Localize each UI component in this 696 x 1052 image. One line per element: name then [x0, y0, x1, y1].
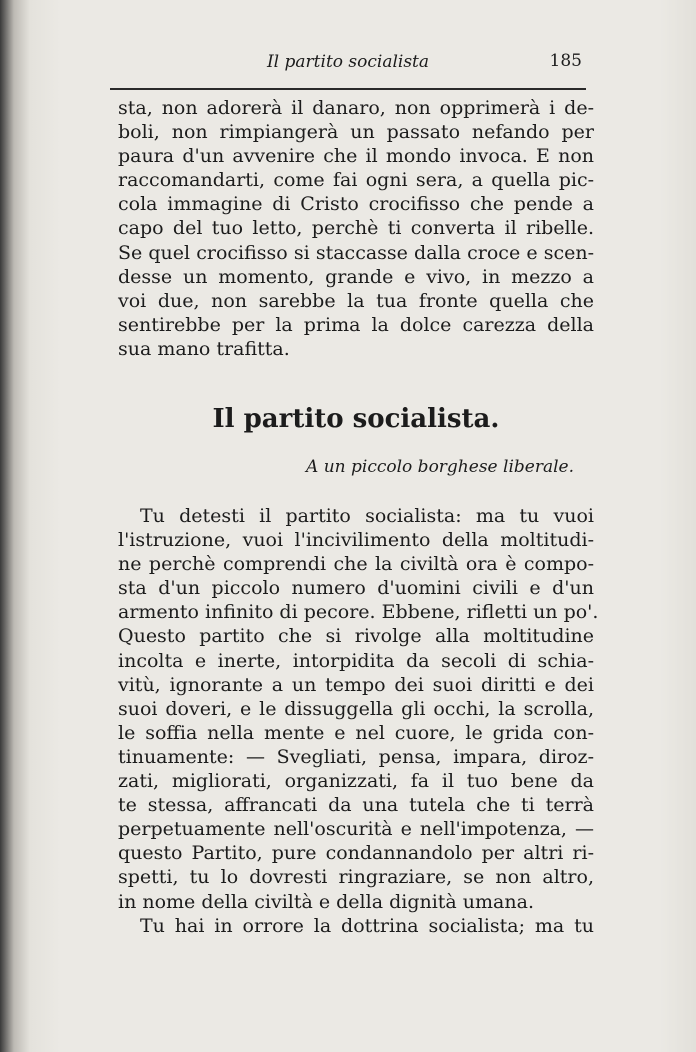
- text-line: in nome della civiltà e della dignità umana.: [118, 890, 534, 913]
- text-line: paura d'un avvenire che il mondo invoca. E non: [118, 145, 594, 168]
- text-line: sua mano trafitta.: [118, 337, 290, 360]
- page-number: 185: [549, 51, 582, 71]
- text-line: capo del tuo letto, perchè ti converta il ribelle.: [118, 217, 594, 240]
- text-line: tinuamente: — Svegliati, pensa, impara, diroz-: [118, 745, 594, 768]
- text-line: questo Partito, pure condannandolo per altri ri-: [118, 842, 594, 865]
- text-line: te stessa, affrancati da una tutela che ti terrà: [118, 794, 594, 817]
- text-line: raccomandarti, come fai ogni sera, a quella pic-: [118, 169, 594, 192]
- paragraph-continuation: [118, 96, 594, 361]
- text-line: voi due, non sarebbe la tua fronte quella che: [118, 289, 594, 312]
- text-line: sta d'un piccolo numero d'uomini civili e d'un: [118, 577, 594, 600]
- text-line: spetti, tu lo dovresti ringraziare, se non altro,: [118, 866, 594, 889]
- paragraph-main: [118, 504, 599, 938]
- dedication: A un piccolo borghese liberale.: [306, 457, 574, 477]
- text-line: cola immagine di Cristo crocifisso che pende a: [118, 193, 594, 216]
- text-line: sentirebbe per la prima la dolce carezza della: [118, 313, 594, 336]
- text-line: desse un momento, grande e vivo, in mezzo a: [118, 265, 594, 288]
- text-line: l'istruzione, vuoi l'incivilimento della moltitudi-: [118, 529, 594, 552]
- text-line: zati, migliorati, organizzati, fa il tuo bene da: [118, 770, 594, 793]
- text-line: Tu detesti il partito socialista: ma tu vuoi: [140, 505, 594, 527]
- text-line: armento infinito di pecore. Ebbene, rifletti un po'.: [118, 601, 599, 624]
- text-line: le soffia nella mente e nel cuore, le grida con-: [118, 721, 594, 744]
- text-line: sta, non adorerà il danaro, non opprimerà i de-: [118, 97, 594, 119]
- text-line: incolta e inerte, intorpidita da secoli di schia-: [118, 649, 594, 672]
- text-line: vitù, ignorante a un tempo dei suoi diritti e dei: [118, 673, 594, 696]
- page-header: [110, 48, 586, 90]
- text-line: ne perchè comprendi che la civiltà ora è compo-: [118, 553, 594, 576]
- text-line: Se quel crocifisso si staccasse dalla croce e scen-: [118, 241, 594, 264]
- text-line: suoi doveri, e le dissuggella gli occhi, la scrolla,: [118, 697, 594, 720]
- text-line: Questo partito che si rivolge alla moltitudine: [118, 625, 594, 648]
- text-line: perpetuamente nell'oscurità e nell'impotenza, —: [118, 818, 594, 841]
- text-line: boli, non rimpiangerà un passato nefando per: [118, 121, 594, 144]
- running-title: Il partito socialista: [266, 52, 430, 72]
- text-line: Tu hai in orrore la dottrina socialista; ma tu: [140, 914, 594, 937]
- chapter-title: Il partito socialista.: [212, 404, 500, 434]
